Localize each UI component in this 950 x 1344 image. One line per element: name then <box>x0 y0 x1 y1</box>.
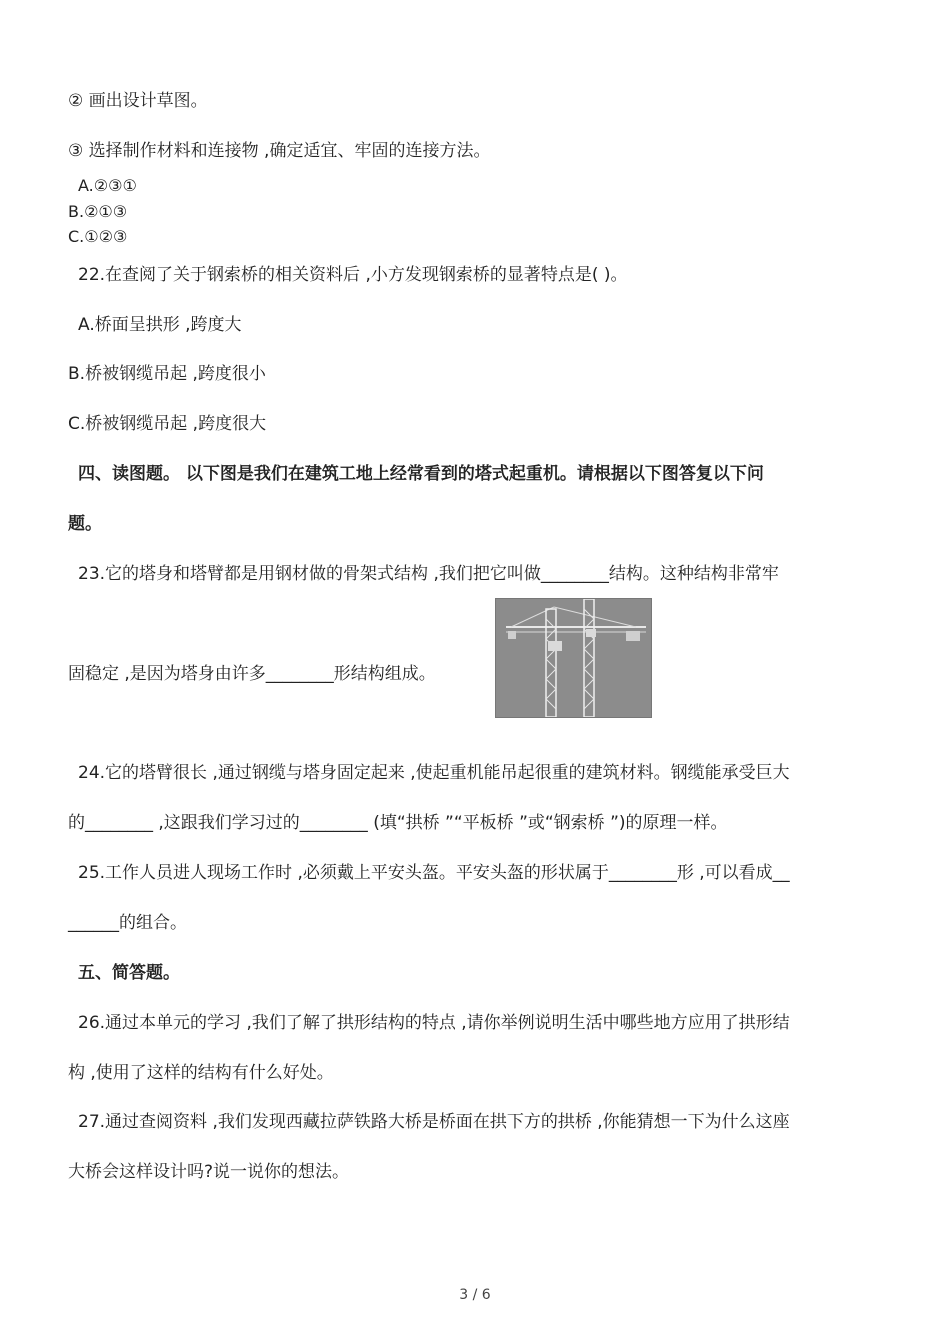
q23-line2: 固稳定 ,是因为塔身由许多________形结构组成。 <box>68 664 436 684</box>
q22-option-b: B.桥被钢缆吊起 ,跨度很小 <box>68 364 266 384</box>
q22-stem: 22.在查阅了关于钢索桥的相关资料后 ,小方发现钢索桥的显著特点是( )。 <box>78 265 628 285</box>
section4-heading-line1: 四、读图题。 以下图是我们在建筑工地上经常看到的塔式起重机。请根据以下图答复以下问 <box>78 464 764 484</box>
tower-crane-photo <box>495 598 652 718</box>
q26-line1: 26.通过本单元的学习 ,我们了解了拱形结构的特点 ,请你举例说明生活中哪些地方应用了拱形结 <box>78 1013 790 1033</box>
q22-option-a: A.桥面呈拱形 ,跨度大 <box>78 315 242 335</box>
q27-line1: 27.通过查阅资料 ,我们发现西藏拉萨铁路大桥是桥面在拱下方的拱桥 ,你能猜想一下为什么这座 <box>78 1112 790 1132</box>
q21-option-b: B.②①③ <box>68 202 128 221</box>
q21-option-c: C.①②③ <box>68 227 128 246</box>
q24-line2: 的________ ,这跟我们学习过的________ (填“拱桥 ”“平板桥 ”或“钢索桥 ”)的原理一样。 <box>68 813 728 833</box>
q27-line2: 大桥会这样设计吗?说一说你的想法。 <box>68 1162 350 1182</box>
section5-heading: 五、简答题。 <box>78 963 180 983</box>
line-choose-materials: ③ 选择制作材料和连接物 ,确定适宜、牢固的连接方法。 <box>68 141 491 161</box>
q25-line1: 25.工作人员进人现场工作时 ,必须戴上平安头盔。平安头盔的形状属于________形 ,可以看成__ <box>78 863 790 883</box>
q23-line1: 23.它的塔身和塔臂都是用钢材做的骨架式结构 ,我们把它叫做________结构。这种结构非常牢 <box>78 564 779 584</box>
q21-option-a: A.②③① <box>78 176 137 195</box>
line-draw-sketch: ② 画出设计草图。 <box>68 91 208 111</box>
q22-option-c: C.桥被钢缆吊起 ,跨度很大 <box>68 414 267 434</box>
q24-line1: 24.它的塔臂很长 ,通过钢缆与塔身固定起来 ,使起重机能吊起很重的建筑材料。钢缆能承受巨大 <box>78 763 790 783</box>
tower-crane-illustration <box>496 599 651 717</box>
q26-line2: 构 ,使用了这样的结构有什么好处。 <box>68 1063 334 1083</box>
page-number: 3 / 6 <box>459 1287 491 1303</box>
q25-line2: ______的组合。 <box>68 913 187 933</box>
section4-heading-line2: 题。 <box>68 514 102 534</box>
